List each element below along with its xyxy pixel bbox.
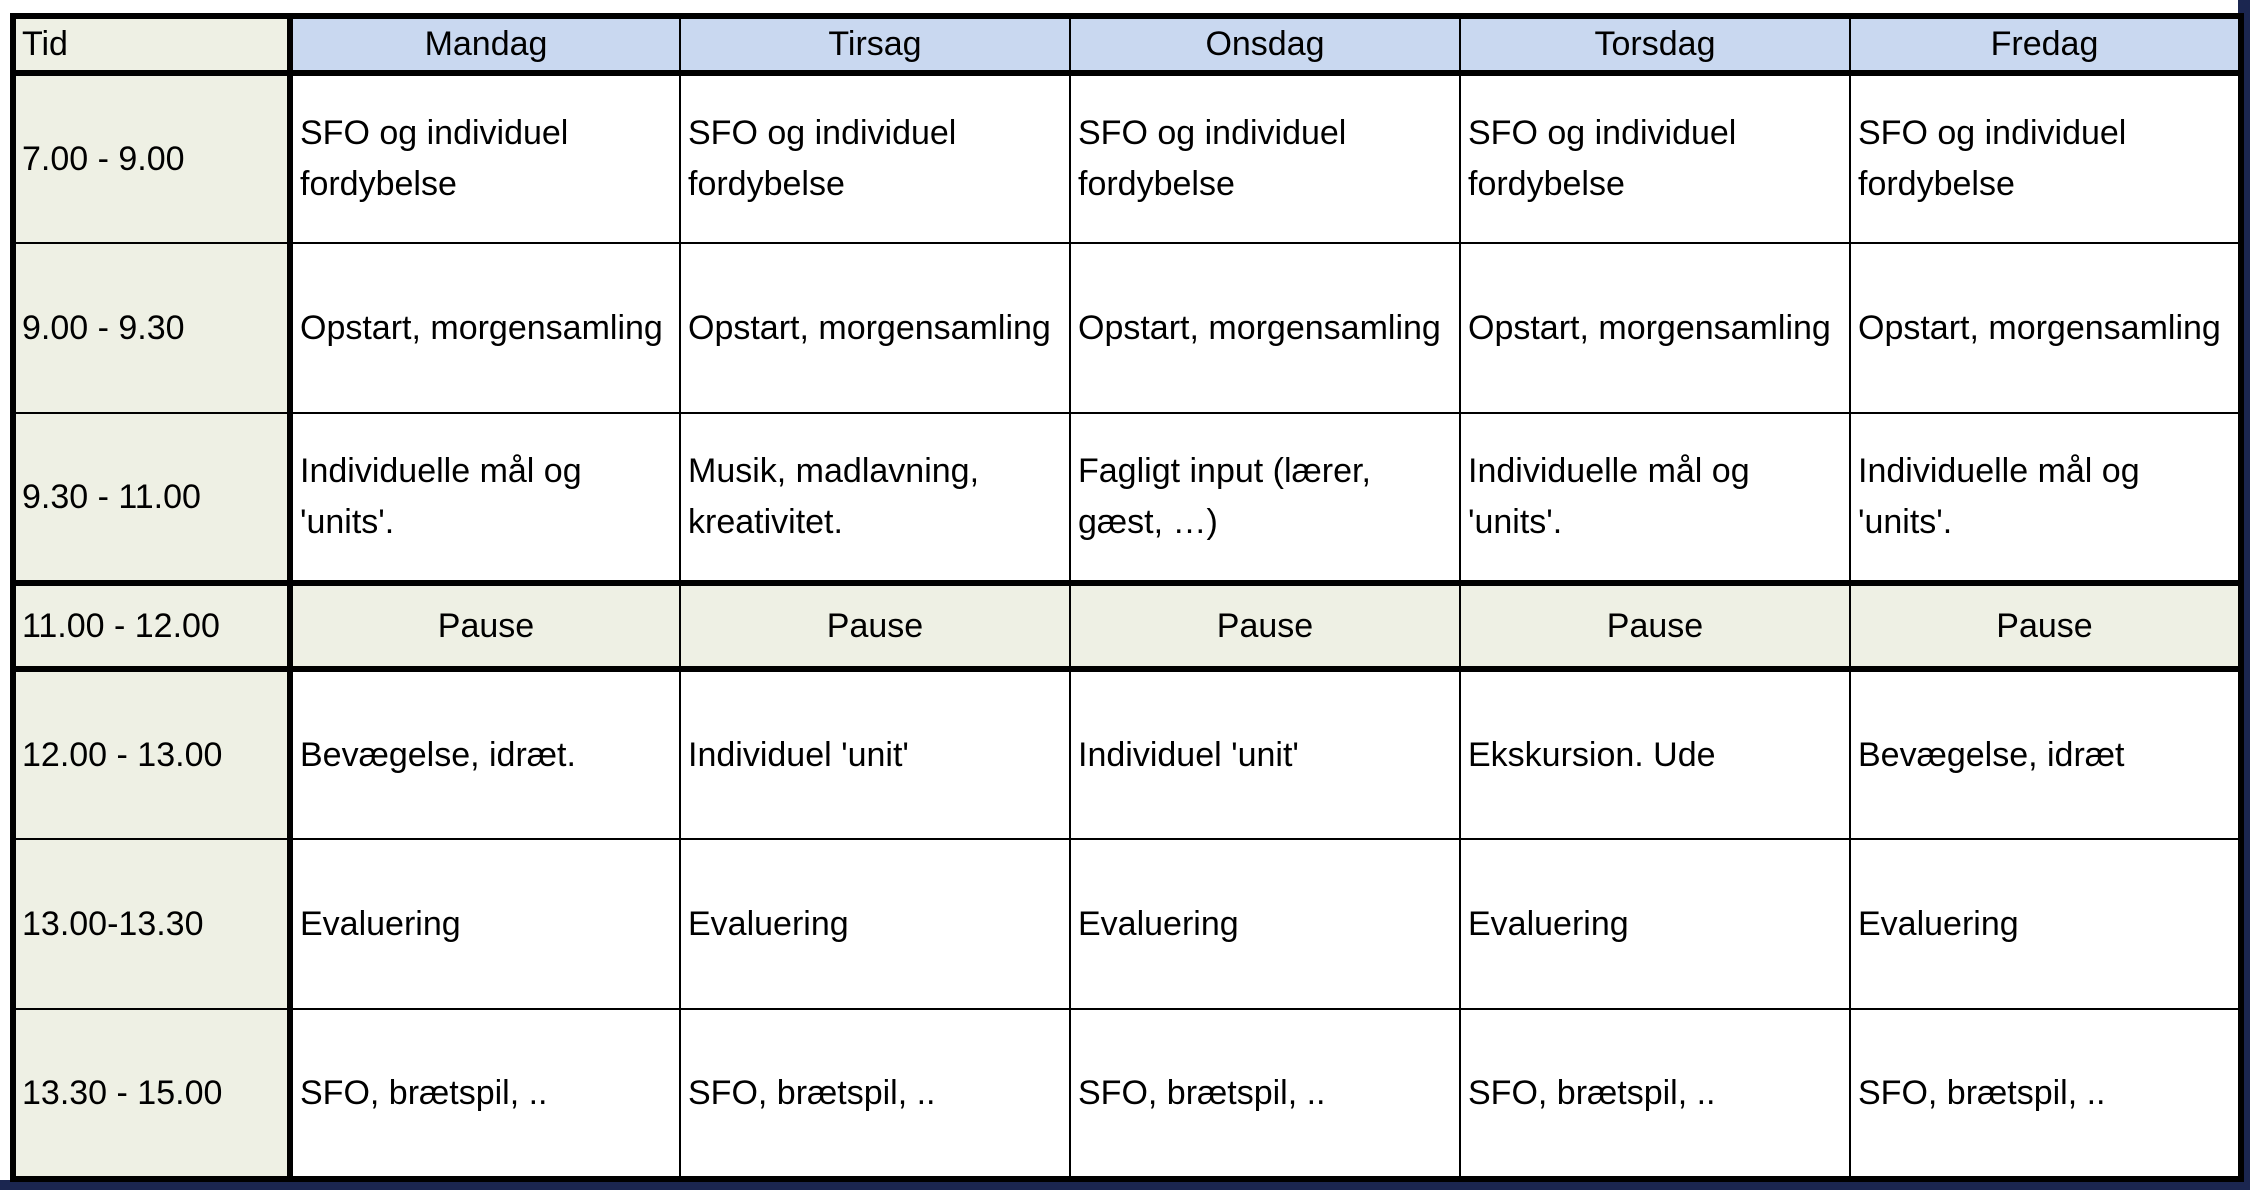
activity-text: Bevægelse, idræt	[1858, 735, 2125, 774]
activity-text: Opstart, morgensamling	[1078, 308, 1441, 347]
activity-text: Evaluering	[1858, 904, 2019, 943]
activity-cell	[1850, 413, 2241, 583]
table-row	[13, 243, 2241, 413]
activity-cell	[680, 413, 1070, 583]
activity-cell	[1460, 413, 1850, 583]
activity-cell	[1850, 669, 2241, 839]
table-row	[13, 669, 2241, 839]
pause-cell: Pause	[680, 583, 1070, 669]
activity-text: Evaluering	[1078, 904, 1239, 943]
activity-cell	[1850, 243, 2241, 413]
activity-text: SFO, brætspil, ..	[1858, 1073, 2106, 1112]
activity-text: SFO, brætspil, ..	[688, 1073, 936, 1112]
activity-text: SFO og individuel fordybelse	[688, 114, 957, 203]
activity-cell	[1460, 1009, 1850, 1179]
weekly-schedule-table	[10, 13, 2244, 1182]
pause-row	[13, 583, 2241, 669]
activity-text: SFO og individuel fordybelse	[1858, 114, 2127, 203]
activity-text: Ekskursion. Ude	[1468, 735, 1716, 774]
activity-cell	[1460, 73, 1850, 243]
activity-text: Opstart, morgensamling	[1858, 308, 2221, 347]
activity-text: Fagligt input (lærer, gæst, …)	[1078, 452, 1371, 541]
day-header-friday: Fredag	[1850, 16, 2241, 73]
activity-text: Opstart, morgensamling	[300, 308, 663, 347]
activity-text: Individuelle mål og 'units'.	[1468, 452, 1750, 541]
activity-cell	[1070, 669, 1460, 839]
activity-cell	[680, 669, 1070, 839]
day-header-thursday: Torsdag	[1460, 16, 1850, 73]
day-header-tuesday: Tirsag	[680, 16, 1070, 73]
time-column-header: Tid	[13, 16, 290, 73]
pause-cell: Pause	[1460, 583, 1850, 669]
header-row	[13, 16, 2241, 73]
time-slot-cell: 12.00 - 13.00	[13, 669, 290, 839]
activity-text: Individuelle mål og 'units'.	[1858, 452, 2140, 541]
activity-text: SFO, brætspil, ..	[1468, 1073, 1716, 1112]
time-slot-cell: 9.00 - 9.30	[13, 243, 290, 413]
activity-cell	[680, 1009, 1070, 1179]
table-row	[13, 413, 2241, 583]
time-slot-cell: 7.00 - 9.00	[13, 73, 290, 243]
activity-text: SFO og individuel fordybelse	[1078, 114, 1347, 203]
activity-cell	[1460, 839, 1850, 1009]
activity-cell	[1070, 839, 1460, 1009]
activity-cell	[680, 243, 1070, 413]
activity-text: SFO, brætspil, ..	[300, 1073, 548, 1112]
activity-cell	[290, 243, 680, 413]
time-slot-cell: 11.00 - 12.00	[13, 583, 290, 669]
activity-cell	[1850, 73, 2241, 243]
activity-cell	[290, 839, 680, 1009]
activity-cell	[1070, 413, 1460, 583]
activity-cell	[290, 73, 680, 243]
activity-cell	[290, 669, 680, 839]
activity-text: Individuel 'unit'	[1078, 735, 1299, 774]
table-row	[13, 73, 2241, 243]
time-slot-cell: 13.30 - 15.00	[13, 1009, 290, 1179]
activity-cell	[1460, 669, 1850, 839]
activity-text: Individuel 'unit'	[688, 735, 909, 774]
activity-cell	[1070, 1009, 1460, 1179]
activity-cell	[1070, 73, 1460, 243]
activity-text: Evaluering	[1468, 904, 1629, 943]
pause-cell: Pause	[1850, 583, 2241, 669]
activity-text: SFO, brætspil, ..	[1078, 1073, 1326, 1112]
table-row	[13, 1009, 2241, 1179]
activity-cell	[680, 839, 1070, 1009]
activity-cell	[290, 413, 680, 583]
activity-text: SFO og individuel fordybelse	[300, 114, 569, 203]
activity-text: SFO og individuel fordybelse	[1468, 114, 1737, 203]
activity-cell	[1070, 243, 1460, 413]
activity-cell	[290, 1009, 680, 1179]
activity-text: Opstart, morgensamling	[1468, 308, 1831, 347]
time-slot-cell: 13.00-13.30	[13, 839, 290, 1009]
activity-text: Evaluering	[688, 904, 849, 943]
pause-cell: Pause	[1070, 583, 1460, 669]
pause-cell: Pause	[290, 583, 680, 669]
time-slot-cell: 9.30 - 11.00	[13, 413, 290, 583]
day-header-wednesday: Onsdag	[1070, 16, 1460, 73]
activity-cell	[680, 73, 1070, 243]
activity-text: Evaluering	[300, 904, 461, 943]
activity-text: Bevægelse, idræt.	[300, 735, 576, 774]
table-row	[13, 839, 2241, 1009]
activity-cell	[1850, 839, 2241, 1009]
activity-cell	[1460, 243, 1850, 413]
activity-text: Opstart, morgensamling	[688, 308, 1051, 347]
day-header-monday: Mandag	[290, 16, 680, 73]
activity-text: Musik, madlavning, kreativitet.	[688, 452, 980, 541]
activity-cell	[1850, 1009, 2241, 1179]
activity-text: Individuelle mål og 'units'.	[300, 452, 582, 541]
